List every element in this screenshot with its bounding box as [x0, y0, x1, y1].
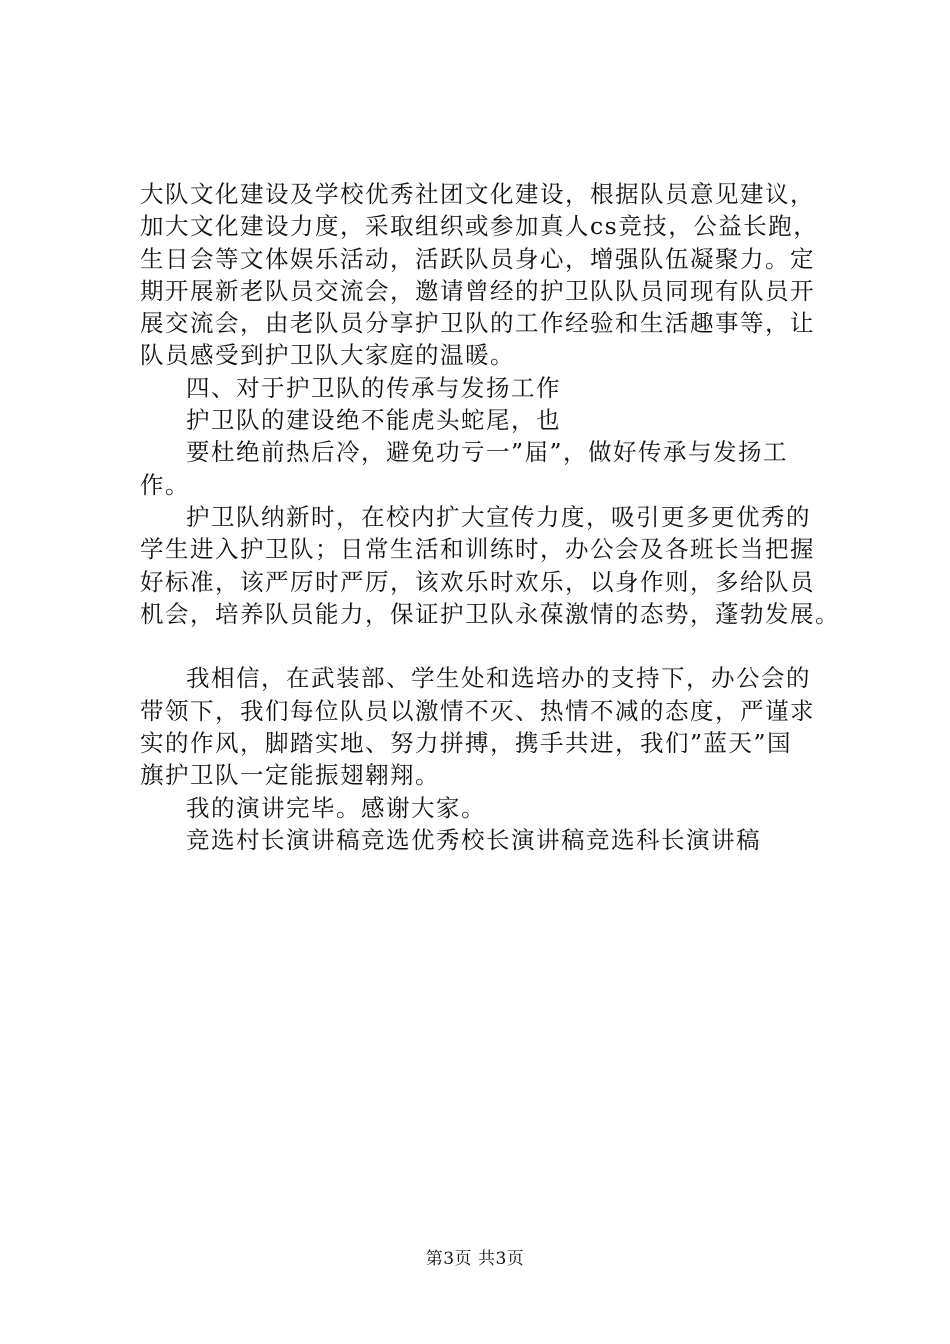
text-line: 旗护卫队一定能振翅翱翔。 [140, 761, 440, 790]
document-body [140, 178, 860, 856]
text-line: 我的演讲完毕。感谢大家。 [186, 793, 486, 822]
text-line: 学生进入护卫队；日常生活和训练时，办公会及各班长当把握 [140, 535, 815, 564]
text-line: 我相信，在武装部、学生处和选培办的支持下，办公会的 [186, 664, 811, 693]
text-line: 竞选村长演讲稿竞选优秀校长演讲稿竞选科长演讲稿 [186, 825, 761, 854]
text-line: 护卫队纳新时，在校内扩大宣传力度，吸引更多更优秀的 [186, 502, 811, 531]
text-line: 护卫队的建设绝不能虎头蛇尾，也 [186, 406, 561, 435]
text-line: 生日会等文体娱乐活动，活跃队员身心，增强队伍凝聚力。定 [140, 244, 815, 273]
paragraph-gap [140, 630, 860, 662]
text-line: 好标准，该严厉时严厉，该欢乐时欢乐，以身作则，多给队员 [140, 567, 815, 596]
text-line: 展交流会，由老队员分享护卫队的工作经验和生活趣事等，让 [140, 309, 815, 338]
text-line: 实的作风，脚踏实地、努力拼搏，携手共进，我们”蓝天”国 [140, 729, 793, 758]
text-line: 队员感受到护卫队大家庭的温暖。 [140, 341, 515, 370]
page-number-footer: 第3页 共3页 [425, 1249, 525, 1269]
text-line: 要杜绝前热后冷，避免功亏一”届”，做好传承与发扬工 [186, 438, 789, 467]
text-line: 大队文化建设及学校优秀社团文化建设，根据队员意见建议， [140, 180, 815, 208]
text-line: 加大文化建设力度，采取组织或参加真人cs竞技，公益长跑， [140, 212, 819, 241]
text-line: 带领下，我们每位队员以激情不灭、热情不减的态度，严谨求 [140, 696, 815, 725]
text-line: 作。 [140, 470, 190, 499]
text-line: 期开展新老队员交流会，邀请曾经的护卫队队员同现有队员开 [140, 276, 815, 305]
text-line: 机会，培养队员能力，保证护卫队永葆激情的态势，蓬勃发展。 [140, 599, 840, 628]
section-heading: 四、对于护卫队的传承与发扬工作 [186, 373, 561, 402]
